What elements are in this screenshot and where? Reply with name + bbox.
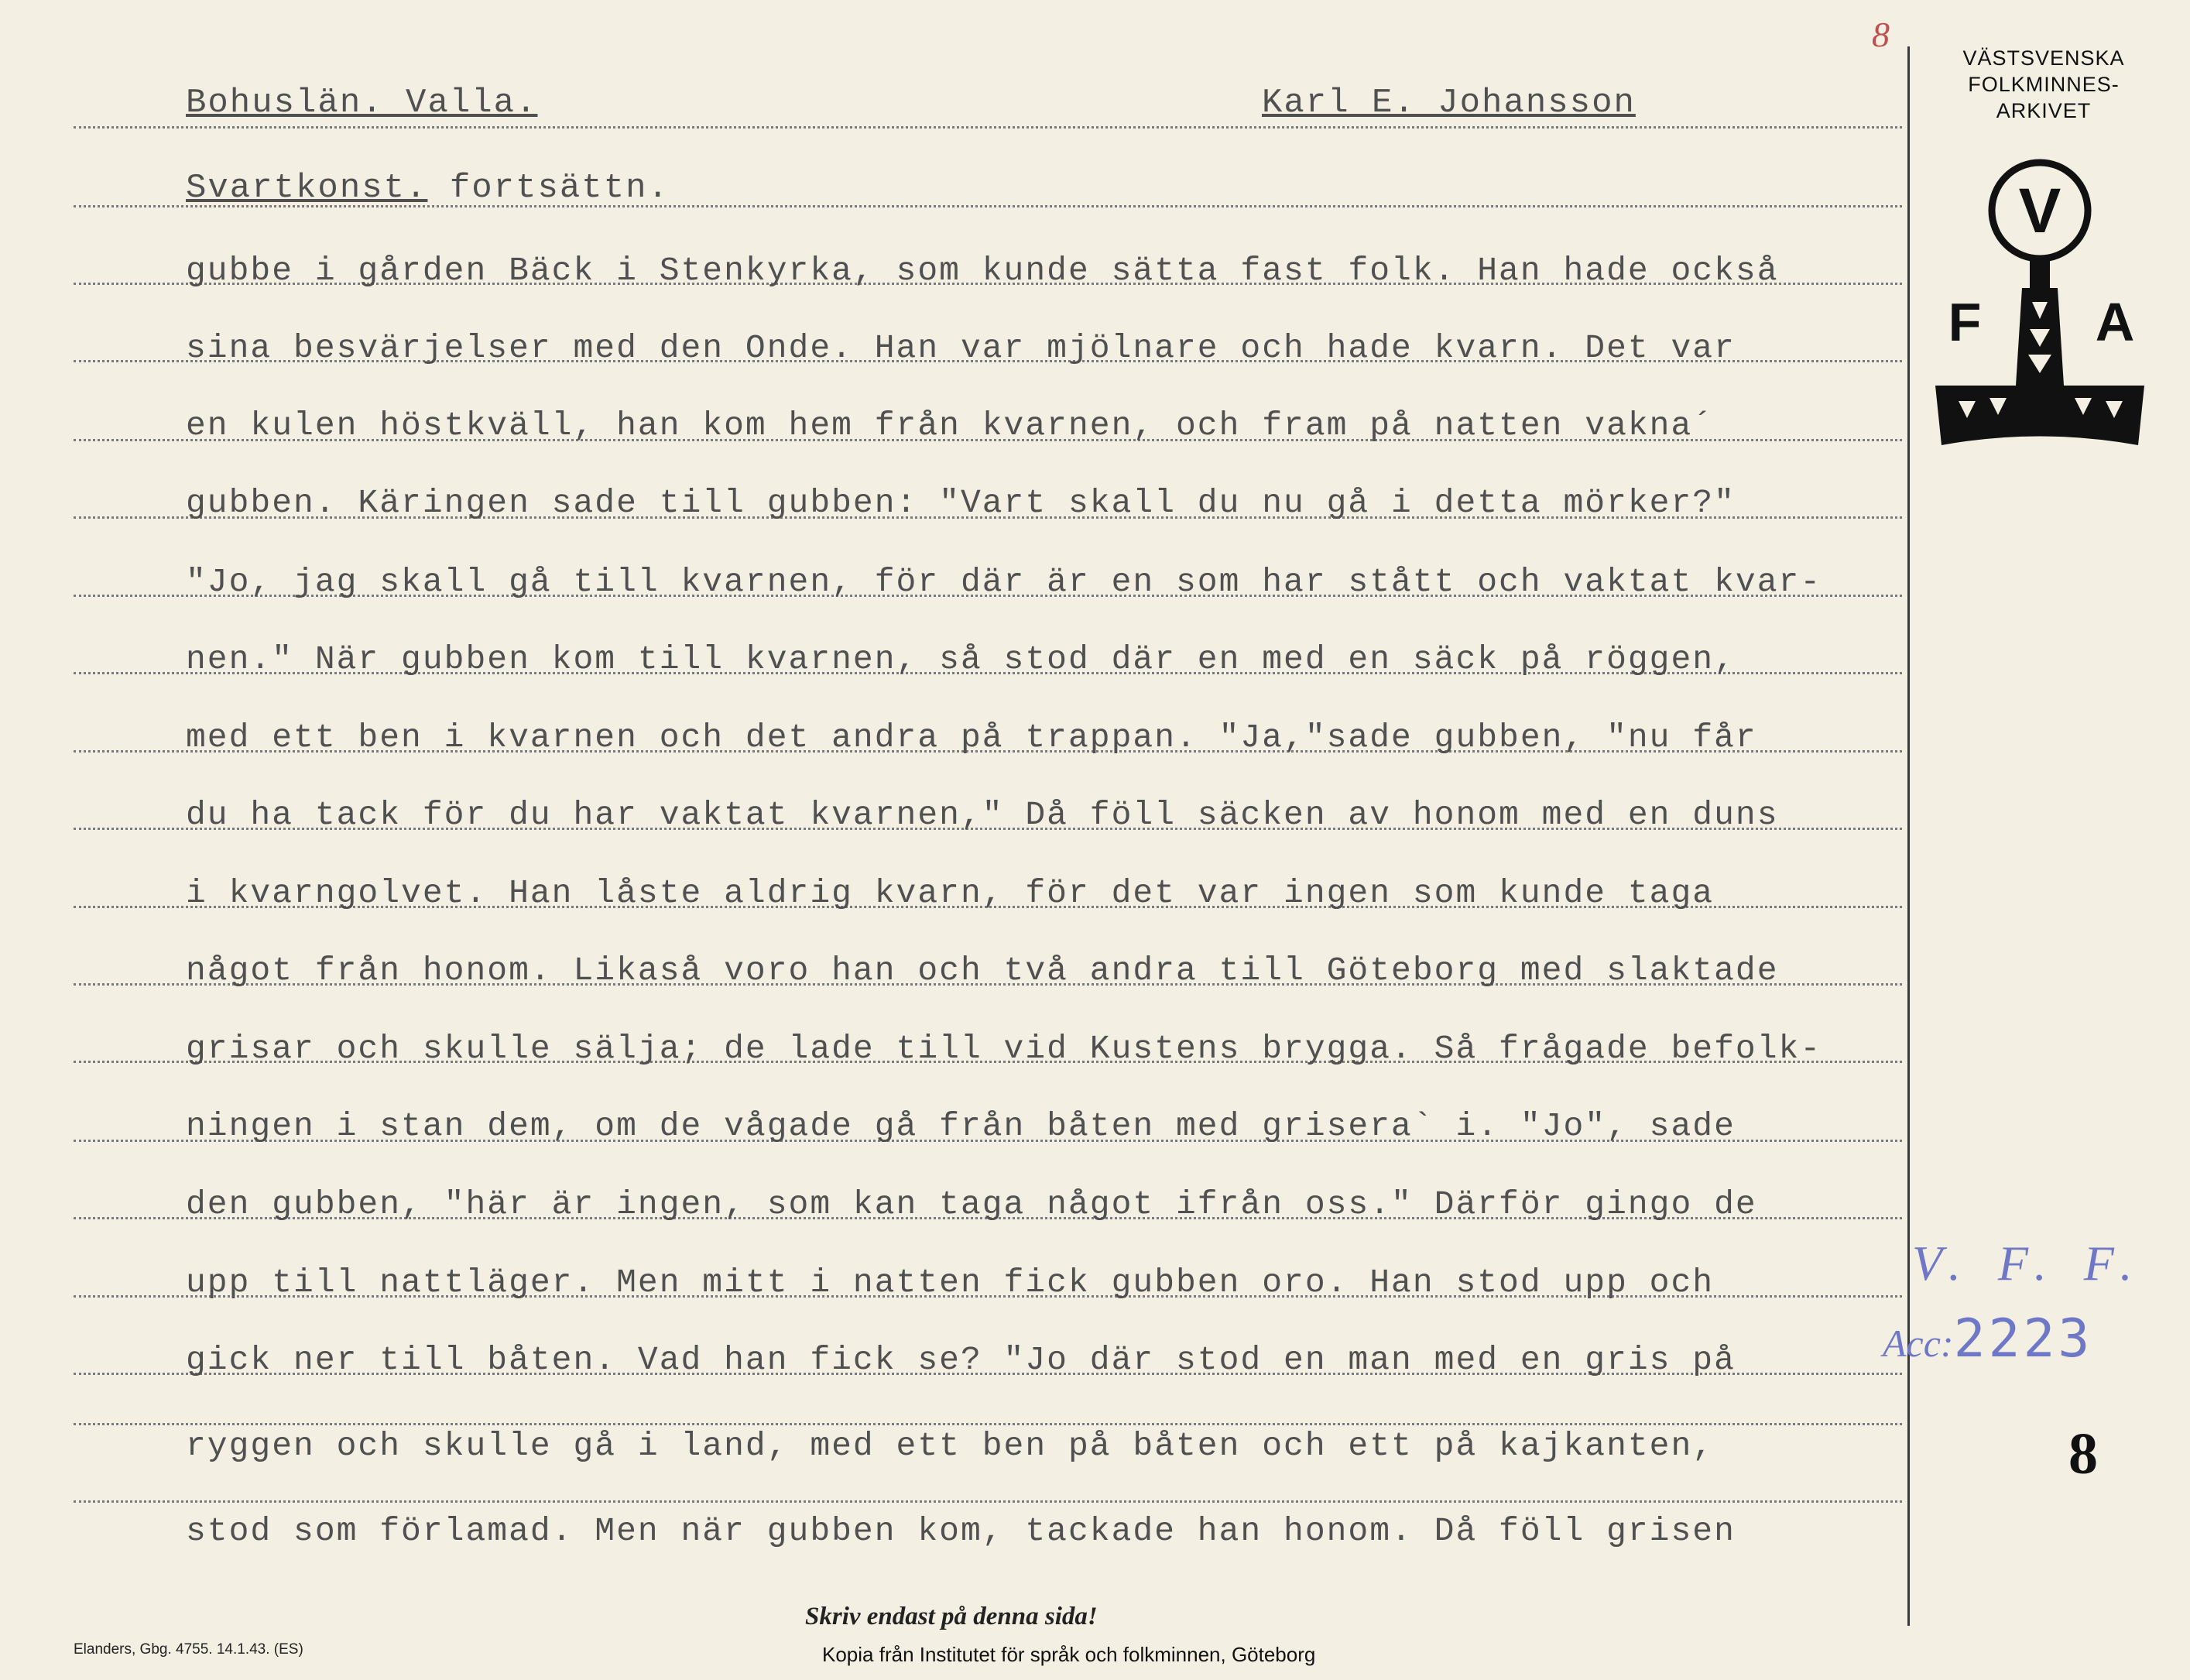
copy-notice: Kopia från Institutet för språk och folkminnen, Göteborg <box>822 1643 1316 1666</box>
body-line: med ett ben i kvarnen och det andra på trappan. "Ja,"sade gubben, "nu får <box>186 718 1757 756</box>
place-heading: Bohuslän. Valla. <box>186 84 538 122</box>
body-line: stod som förlamad. Men när gubben kom, tackade han honom. Då föll grisen <box>186 1512 1736 1550</box>
body-line: du ha tack för du har vaktat kvarnen," Då föll säcken av honom med en duns <box>186 796 1779 834</box>
margin-rule <box>1907 46 1910 1626</box>
body-line: ningen i stan dem, om de vågade gå från båten med grisera` i. "Jo", sade <box>186 1107 1736 1145</box>
logo-letter-v: V <box>2018 176 2061 246</box>
body-line: gubbe i gården Bäck i Stenkyrka, som kunde sätta fast folk. Han hade också <box>186 252 1779 290</box>
writing-instruction: Skriv endast på denna sida! <box>805 1603 1098 1630</box>
body-line: "Jo, jag skall gå till kvarnen, för där är en som har stått och vaktat kvar- <box>186 563 1822 601</box>
printer-imprint: Elanders, Gbg. 4755. 14.1.43. (ES) <box>74 1641 303 1658</box>
archive-name-line: FOLKMINNES- <box>1968 73 2120 96</box>
body-line: en kulen höstkväll, han kom hem från kvarnen, och fram på natten vakna´ <box>186 406 1715 444</box>
accession-stamp <box>1883 1308 2092 1370</box>
page-number: 8 <box>2068 1421 2098 1486</box>
body-line: i kvarngolvet. Han låste aldrig kvarn, för det var ingen som kunde taga <box>186 874 1715 912</box>
body-line: nen." När gubben kom till kvarnen, så stod där en med en säck på röggen, <box>186 640 1736 678</box>
subject-heading <box>186 169 670 207</box>
logo-letter-a: A <box>2095 292 2135 352</box>
accession-number: 2223 <box>1953 1308 2093 1370</box>
body-line: ryggen och skulle gå i land, med ett ben på båten och ett på kajkanten, <box>186 1427 1715 1465</box>
body-line: sina besvärjelser med den Onde. Han var mjölnare och hade kvarn. Det var <box>186 329 1736 367</box>
author-heading: Karl E. Johansson <box>1262 84 1636 122</box>
logo-letter-f: F <box>1948 292 1982 352</box>
ruled-line <box>74 1423 1902 1425</box>
ruled-line <box>74 126 1902 129</box>
vff-stamp: V. F. F. <box>1912 1236 2145 1291</box>
body-line: grisar och skulle sälja; de lade till vid Kustens brygga. Så frågade befolk- <box>186 1030 1822 1068</box>
archive-name <box>1928 45 2160 124</box>
subject-title: Svartkonst. <box>186 169 428 207</box>
body-line: upp till nattläger. Men mitt i natten fick gubben oro. Han stod upp och <box>186 1263 1715 1301</box>
archive-name-line: VÄSTSVENSKA <box>1962 46 2125 70</box>
subject-continuation: fortsättn. <box>449 169 670 207</box>
archive-hammer-logo-icon <box>1935 155 2144 449</box>
body-line: något från honom. Likaså voro han och två andra till Göteborg med slaktade <box>186 951 1779 989</box>
accession-label: Acc: <box>1883 1322 1954 1365</box>
ruled-line <box>74 1500 1902 1503</box>
red-page-mark: 8 <box>1872 15 1890 54</box>
body-line: gick ner till båten. Vad han fick se? "Jo där stod en man med en gris på <box>186 1341 1736 1379</box>
ruled-line <box>74 205 1902 207</box>
body-line: gubben. Käringen sade till gubben: "Vart skall du nu gå i detta mörker?" <box>186 484 1736 522</box>
body-line: den gubben, "här är ingen, som kan taga något ifrån oss." Därför gingo de <box>186 1185 1757 1223</box>
archive-name-line: ARKIVET <box>1996 99 2092 122</box>
